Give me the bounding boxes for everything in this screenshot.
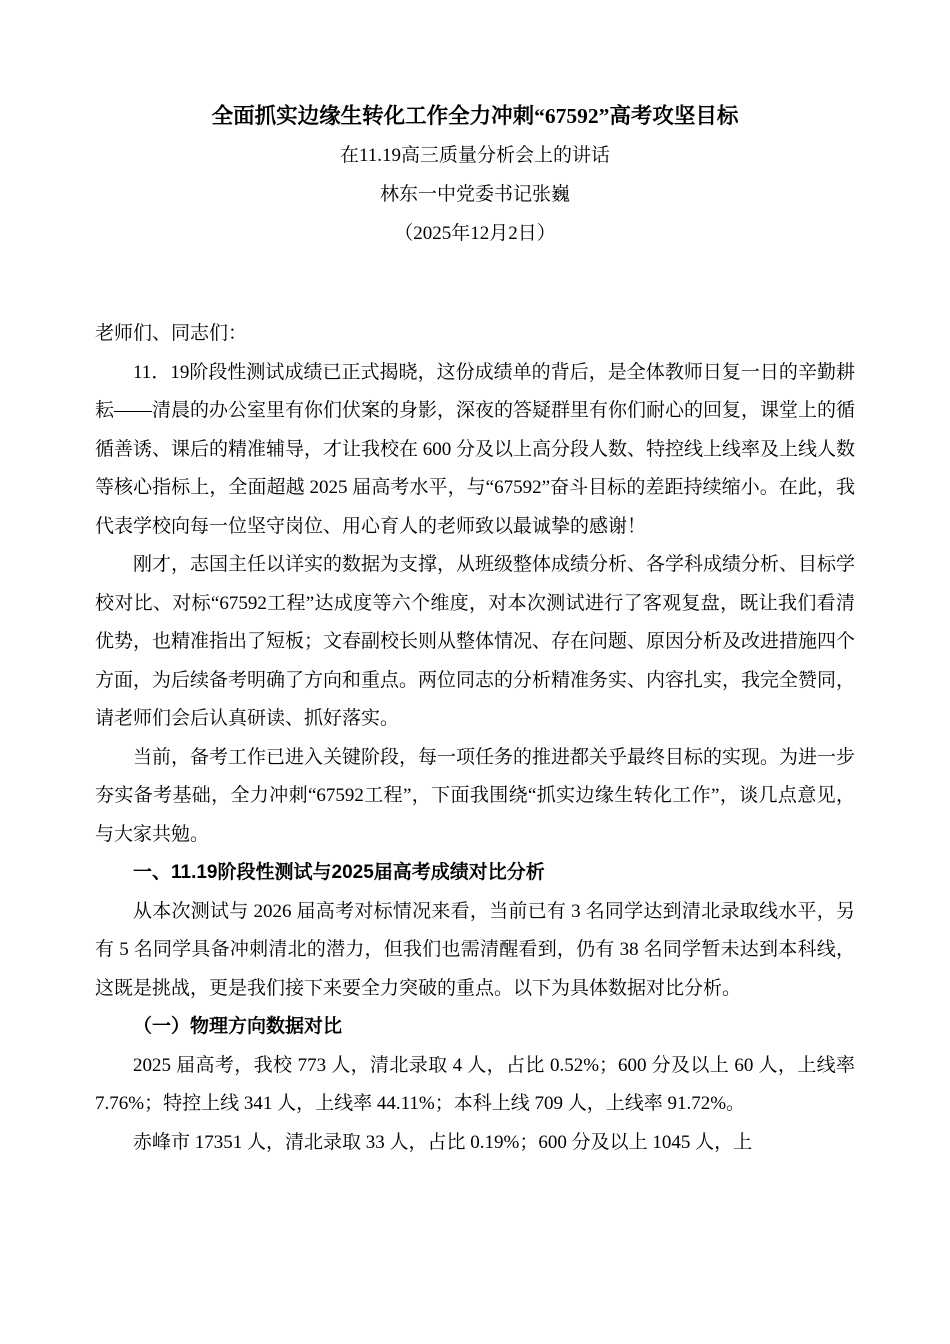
section-heading: 一、11.19阶段性测试与2025届高考成绩对比分析: [133, 862, 545, 883]
paragraph: 2025 届高考，我校 773 人，清北录取 4 人，占比 0.52%；600 分及以上 60 人，上线率 7.76%；特控上线 341 人，上线率 44.11%；本科上线 709 人，上线率 91.72%。: [95, 1054, 855, 1114]
subsection-heading: （一）物理方向数据对比: [133, 1016, 343, 1037]
paragraph: 11．19阶段性测试成绩已正式揭晓，这份成绩单的背后，是全体教师日复一日的辛勤耕耘——清晨的办公室里有你们伏案的身影，深夜的答疑群里有你们耐心的回复，课堂上的循循善诱、课后的精准辅导，才让我校在 600 分及以上高分段人数、特控线上线率及上线人数等核心指标上，全面超越 2025 届高考水平，与“67592”奋斗目标的差距持续缩小。在此，我代表学校向每一位坚守岗位、用心育人的老师致以最诚挚的感谢！: [95, 361, 856, 537]
paragraph: 从本次测试与 2026 届高考对标情况来看，当前已有 3 名同学达到清北录取线水平，另有 5 名同学具备冲刺清北的潜力，但我们也需清醒看到，仍有 38 名同学暂未达到本科线，这既是挑战，更是我们接下来要全力突破的重点。以下为具体数据对比分析。: [95, 900, 855, 999]
paragraph: 赤峰市 17351 人，清北录取 33 人，占比 0.19%；600 分及以上 1045 人，上: [133, 1131, 753, 1153]
paragraph: 刚才，志国主任以详实的数据为支撑，从班级整体成绩分析、各学科成绩分析、目标学校对比、对标“67592工程”达成度等六个维度，对本次测试进行了客观复盘，既让我们看清优势，也精准指出了短板；文春副校长则从整体情况、存在问题、原因分析及改进措施四个方面，为后续备考明确了方向和重点。两位同志的分析精准务实、内容扎实，我完全赞同，请老师们会后认真研读、抓好落实。: [95, 554, 856, 729]
document-subtitle-date: （2025年12月2日）: [394, 223, 556, 244]
paragraph: 当前，备考工作已进入关键阶段，每一项任务的推进都关乎最终目标的实现。为进一步夯实备考基础，全力冲刺“67592工程”，下面我围绕“抓实边缘生转化工作”，谈几点意见，与大家共勉。: [95, 746, 856, 845]
document-body: [95, 315, 855, 1162]
salutation-line: 老师们、同志们：: [95, 323, 248, 344]
document-title: 全面抓实边缘生转化工作全力冲刺“67592”高考攻坚目标: [211, 104, 739, 128]
document-subtitle-occasion: 在11.19高三质量分析会上的讲话: [339, 145, 611, 166]
document-subtitle-speaker: 林东一中党委书记张巍: [379, 184, 570, 205]
